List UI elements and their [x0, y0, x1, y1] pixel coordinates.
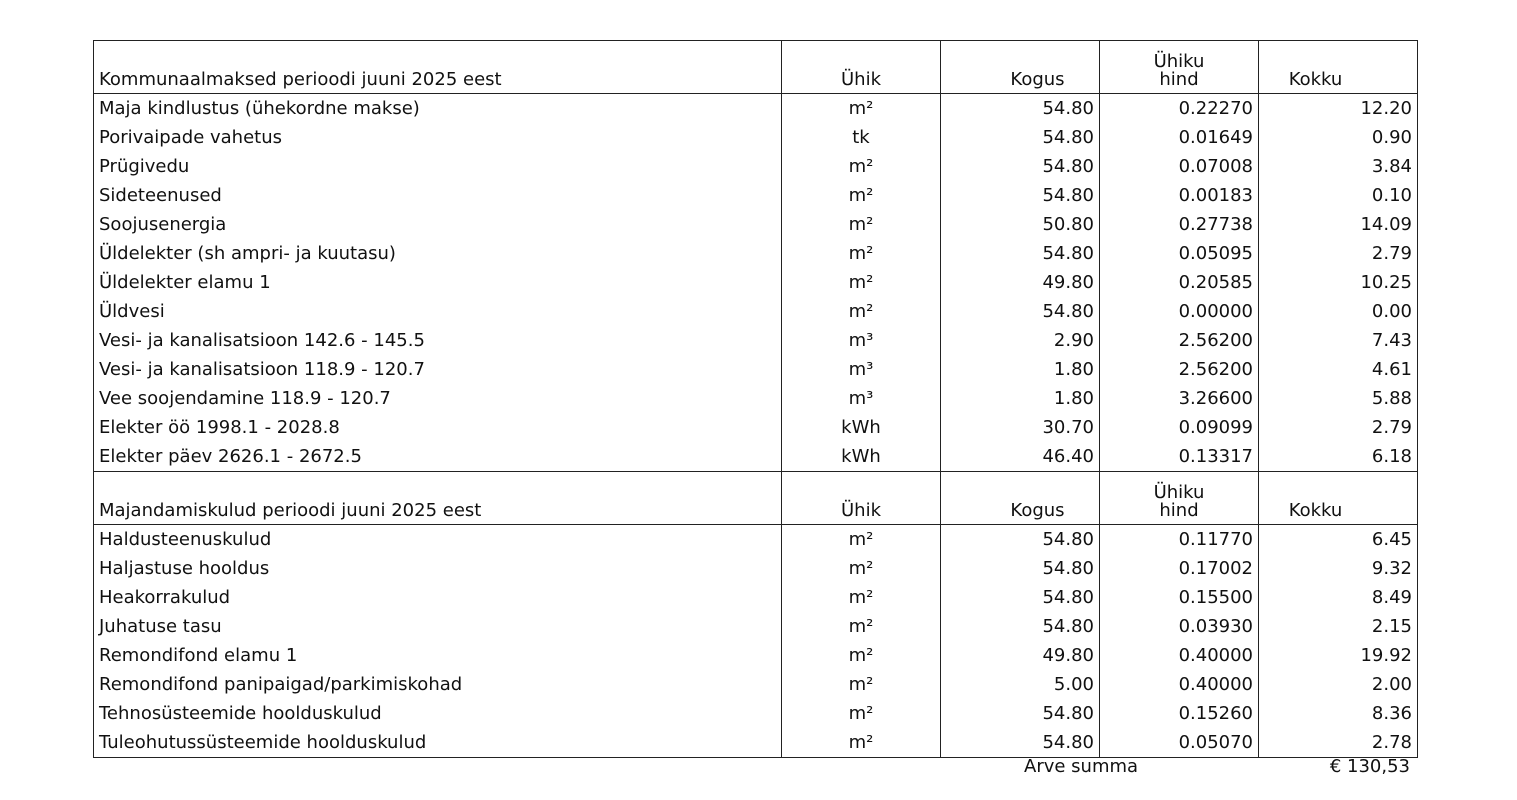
row-total: 2.79: [1259, 413, 1418, 442]
row-unit-price: 0.11770: [1100, 525, 1259, 555]
row-total: 3.84: [1259, 152, 1418, 181]
table-row: [94, 442, 1418, 472]
column-header-unit-price: [1100, 41, 1259, 94]
row-quantity: 54.80: [941, 181, 1100, 210]
row-total: 10.25: [1259, 268, 1418, 297]
row-unit: m²: [782, 728, 941, 758]
table-row: [94, 699, 1418, 728]
table-row: [94, 583, 1418, 612]
row-description: Üldelekter elamu 1: [99, 272, 271, 293]
row-description: Remondifond elamu 1: [99, 645, 298, 666]
row-description: Vesi- ja kanalisatsioon 118.9 - 120.7: [99, 359, 425, 380]
row-quantity: 50.80: [941, 210, 1100, 239]
table-row: [94, 728, 1418, 758]
row-description: Vee soojendamine 118.9 - 120.7: [99, 388, 391, 409]
table-row: [94, 297, 1418, 326]
row-quantity: 54.80: [941, 728, 1100, 758]
row-unit-price: 0.20585: [1100, 268, 1259, 297]
row-quantity: 30.70: [941, 413, 1100, 442]
row-description: Heakorrakulud: [99, 587, 231, 608]
column-header-unit-price-line1: Ühiku: [1153, 51, 1205, 72]
row-unit-price: 0.09099: [1100, 413, 1259, 442]
row-total: 6.18: [1259, 442, 1418, 472]
column-header-unit: Ühik: [782, 41, 941, 94]
row-quantity: 54.80: [941, 94, 1100, 124]
row-total: 2.00: [1259, 670, 1418, 699]
row-total: 0.90: [1259, 123, 1418, 152]
row-description: Üldelekter (sh ampri- ja kuutasu): [99, 243, 396, 264]
row-unit-price: 0.17002: [1100, 554, 1259, 583]
table-row: [94, 384, 1418, 413]
column-header-qty: Kogus: [941, 41, 1100, 94]
row-unit: kWh: [782, 442, 941, 472]
row-description: Haldusteenuskulud: [99, 529, 272, 550]
row-unit: m²: [782, 94, 941, 124]
column-header-unit-price-line2: hind: [1159, 500, 1199, 521]
row-description: Vesi- ja kanalisatsioon 142.6 - 145.5: [99, 330, 425, 351]
row-total: 0.00: [1259, 297, 1418, 326]
table-row: [94, 612, 1418, 641]
row-total: 8.36: [1259, 699, 1418, 728]
table-row: [94, 554, 1418, 583]
row-total: 5.88: [1259, 384, 1418, 413]
row-unit: m²: [782, 297, 941, 326]
column-header-unit-price-line2: hind: [1159, 69, 1199, 90]
row-quantity: 1.80: [941, 355, 1100, 384]
row-description: Prügivedu: [99, 156, 190, 177]
invoice-table-body: [94, 41, 1418, 758]
column-header-total: Kokku: [1259, 472, 1418, 525]
row-unit: m²: [782, 239, 941, 268]
section-title: Majandamiskulud perioodi juuni 2025 eest: [94, 472, 782, 525]
row-total: 19.92: [1259, 641, 1418, 670]
row-unit-price: 0.00183: [1100, 181, 1259, 210]
invoice-sum-value: € 130,53: [1329, 756, 1410, 777]
row-description: Sideteenused: [99, 185, 222, 206]
row-unit: m²: [782, 181, 941, 210]
row-unit-price: 0.15500: [1100, 583, 1259, 612]
row-quantity: 54.80: [941, 152, 1100, 181]
row-total: 7.43: [1259, 326, 1418, 355]
row-quantity: 49.80: [941, 641, 1100, 670]
row-unit-price: 0.05095: [1100, 239, 1259, 268]
table-row: [94, 525, 1418, 555]
row-total: 6.45: [1259, 525, 1418, 555]
table-row: [94, 94, 1418, 124]
row-unit: m²: [782, 152, 941, 181]
row-unit-price: 0.22270: [1100, 94, 1259, 124]
invoice-summary: [0, 756, 1517, 784]
row-quantity: 54.80: [941, 583, 1100, 612]
row-description: Elekter päev 2626.1 - 2672.5: [99, 446, 362, 467]
row-total: 0.10: [1259, 181, 1418, 210]
row-quantity: 54.80: [941, 554, 1100, 583]
row-total: 2.78: [1259, 728, 1418, 758]
row-unit: m²: [782, 699, 941, 728]
row-unit-price: 0.40000: [1100, 641, 1259, 670]
row-total: 4.61: [1259, 355, 1418, 384]
row-description: Elekter öö 1998.1 - 2028.8: [99, 417, 340, 438]
row-unit-price: 0.15260: [1100, 699, 1259, 728]
row-unit-price: 0.13317: [1100, 442, 1259, 472]
row-quantity: 54.80: [941, 612, 1100, 641]
table-row: [94, 181, 1418, 210]
row-unit: m³: [782, 326, 941, 355]
table-row: [94, 670, 1418, 699]
row-unit-price: 0.03930: [1100, 612, 1259, 641]
row-unit-price: 0.40000: [1100, 670, 1259, 699]
invoice-sum-label: Arve summa: [1024, 756, 1139, 777]
row-description: Juhatuse tasu: [99, 616, 222, 637]
row-unit: m²: [782, 670, 941, 699]
row-quantity: 54.80: [941, 699, 1100, 728]
column-header-unit-price: [1100, 472, 1259, 525]
row-description: Tehnosüsteemide hoolduskulud: [99, 703, 382, 724]
row-quantity: 54.80: [941, 297, 1100, 326]
table-row: [94, 210, 1418, 239]
row-unit-price: 0.27738: [1100, 210, 1259, 239]
row-unit: m²: [782, 554, 941, 583]
table-row: [94, 152, 1418, 181]
row-unit: m²: [782, 525, 941, 555]
row-unit-price: 0.05070: [1100, 728, 1259, 758]
section-header-row: [94, 472, 1418, 525]
row-unit: m³: [782, 355, 941, 384]
row-total: 2.79: [1259, 239, 1418, 268]
row-description: Maja kindlustus (ühekordne makse): [99, 98, 420, 119]
row-quantity: 5.00: [941, 670, 1100, 699]
row-total: 12.20: [1259, 94, 1418, 124]
column-header-total: Kokku: [1259, 41, 1418, 94]
row-unit: kWh: [782, 413, 941, 442]
row-total: 14.09: [1259, 210, 1418, 239]
row-unit: m²: [782, 268, 941, 297]
row-unit-price: 0.07008: [1100, 152, 1259, 181]
table-row: [94, 326, 1418, 355]
row-quantity: 54.80: [941, 525, 1100, 555]
section-title: Kommunaalmaksed perioodi juuni 2025 eest: [94, 41, 782, 94]
row-quantity: 1.80: [941, 384, 1100, 413]
row-quantity: 46.40: [941, 442, 1100, 472]
row-total: 2.15: [1259, 612, 1418, 641]
table-row: [94, 641, 1418, 670]
table-row: [94, 413, 1418, 442]
row-unit: m²: [782, 583, 941, 612]
row-unit: tk: [782, 123, 941, 152]
row-quantity: 54.80: [941, 239, 1100, 268]
row-description: Tuleohutussüsteemide hoolduskulud: [99, 732, 427, 753]
row-total: 8.49: [1259, 583, 1418, 612]
row-unit: m³: [782, 384, 941, 413]
row-description: Remondifond panipaigad/parkimiskohad: [99, 674, 463, 695]
row-unit: m²: [782, 641, 941, 670]
row-quantity: 54.80: [941, 123, 1100, 152]
table-row: [94, 239, 1418, 268]
section-header-row: [94, 41, 1418, 94]
row-description: Porivaipade vahetus: [99, 127, 282, 148]
row-unit-price: 3.26600: [1100, 384, 1259, 413]
table-row: [94, 268, 1418, 297]
row-unit-price: 0.00000: [1100, 297, 1259, 326]
row-description: Haljastuse hooldus: [99, 558, 270, 579]
row-quantity: 49.80: [941, 268, 1100, 297]
invoice-table: [93, 40, 1418, 758]
column-header-qty: Kogus: [941, 472, 1100, 525]
row-unit-price: 0.01649: [1100, 123, 1259, 152]
table-row: [94, 355, 1418, 384]
table-row: [94, 123, 1418, 152]
row-total: 9.32: [1259, 554, 1418, 583]
row-unit-price: 2.56200: [1100, 355, 1259, 384]
column-header-unit: Ühik: [782, 472, 941, 525]
row-unit: m²: [782, 210, 941, 239]
row-quantity: 2.90: [941, 326, 1100, 355]
column-header-unit-price-line1: Ühiku: [1153, 482, 1205, 503]
row-description: Üldvesi: [99, 301, 165, 322]
row-unit-price: 2.56200: [1100, 326, 1259, 355]
row-unit: m²: [782, 612, 941, 641]
row-description: Soojusenergia: [99, 214, 227, 235]
